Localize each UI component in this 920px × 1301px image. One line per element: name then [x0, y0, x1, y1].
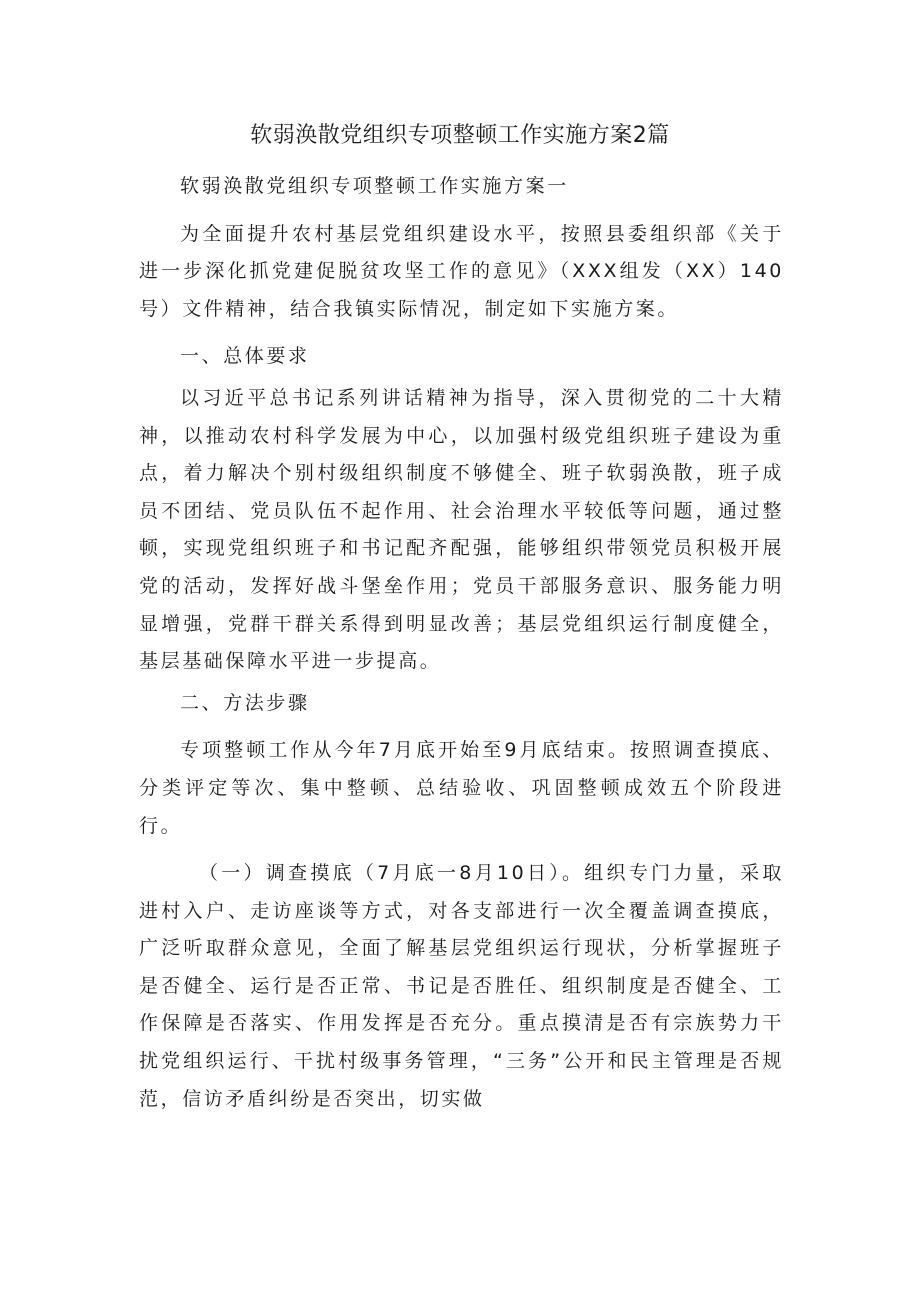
document-body — [139, 168, 784, 1118]
section-heading-method-steps: 二、方法步骤 — [180, 691, 310, 714]
section-heading-general-requirements: 一、总体要求 — [180, 345, 310, 368]
document-title: 软弱涣散党组织专项整顿工作实施方案2篇 — [250, 123, 670, 148]
intro-paragraph: 为全面提升农村基层党组织建设水平，按照县委组织部《关于进一步深化抓党建促脱贫攻坚工作的意见》（XXX组发（XX）140号）文件精神，结合我镇实际情况，制定如下实施方案。 — [139, 222, 784, 320]
step-one-paragraph: （一）调查摸底（7月底一8月10日）。组织专门力量，采取进村入户、走访座谈等方式，对各支部进行一次全覆盖调查摸底，广泛听取群众意见，全面了解基层党组织运行现状，分析掌握班子是否健全、运行是否正常、书记是否胜任、组织制度是否健全、工作保障是否落实、作用发挥是否充分。重点摸清是否有宗族势力干扰党组织运行、干扰村级事务管理，“三务”公开和民主管理是否规范，信访矛盾纠纷是否突出，切实做 — [139, 862, 784, 1110]
method-steps-paragraph: 专项整顿工作从今年7月底开始至9月底结束。按照调查摸底、分类评定等次、集中整顿、总结验收、巩固整顿成效五个阶段进行。 — [139, 739, 784, 837]
general-requirements-paragraph: 以习近平总书记系列讲话精神为指导，深入贯彻党的二十大精神，以推动农村科学发展为中心，以加强村级党组织班子建设为重点，着力解决个别村级组织制度不够健全、班子软弱涣散，班子成员不团结、党员队伍不起作用、社会治理水平较低等问题，通过整顿，实现党组织班子和书记配齐配强，能够组织带领党员积极开展党的活动，发挥好战斗堡垒作用；党员干部服务意识、服务能力明显增强，党群干群关系得到明显改善；基层党组织运行制度健全，基层基础保障水平进一步提高。 — [139, 386, 784, 673]
document-subtitle: 软弱涣散党组织专项整顿工作实施方案一 — [180, 175, 569, 197]
